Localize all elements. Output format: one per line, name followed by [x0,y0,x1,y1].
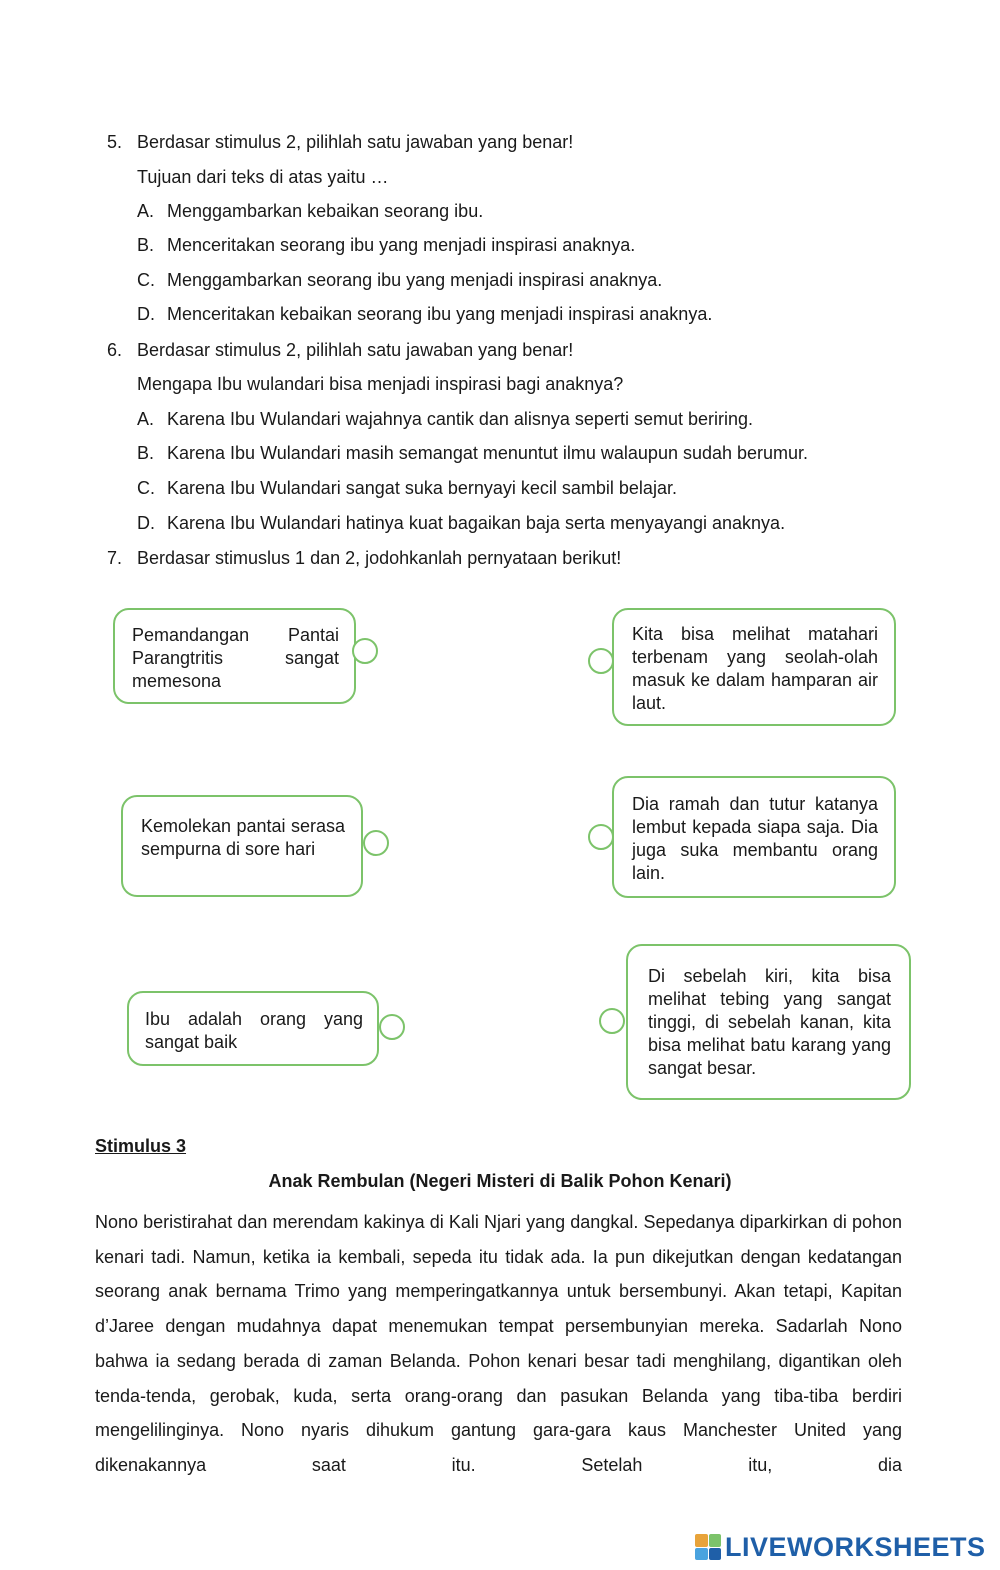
match-right-box-2 [612,776,896,898]
option-letter: C. [137,478,155,498]
option-letter: B. [137,235,155,255]
match-right-text: Kita bisa melihat matahari terbenam yang seolah-olah masuk ke dalam hamparan air laut. [632,624,878,713]
question-instruction: Berdasar stimuslus 1 dan 2, jodohkanlah pernyataan berikut! [137,548,622,568]
option-letter: D. [137,304,155,324]
liveworksheets-logo [695,1531,986,1563]
match-left-box-1 [113,608,356,704]
option-text: Menggambarkan seorang ibu yang menjadi inspirasi anaknya. [167,270,663,290]
option-letter: D. [137,513,155,533]
option-letter: A. [137,201,155,221]
option-letter: B. [137,443,155,463]
match-left-text: Pemandangan Pantai Parangtritis sangat memesona [132,625,339,691]
question-instruction: Berdasar stimulus 2, pilihlah satu jawaban yang benar! [137,340,574,360]
question-number: 7. [107,548,123,568]
match-right-connector-2[interactable] [588,824,614,850]
match-right-text: Di sebelah kiri, kita bisa melihat tebing yang sangat tinggi, di sebelah kanan, kita bisa melihat batu karang yang sangat besar. [648,966,891,1078]
match-left-text: Ibu adalah orang yang sangat baik [145,1009,363,1052]
question-number: 6. [107,340,123,360]
option-text: Menceritakan kebaikan seorang ibu yang menjadi inspirasi anaknya. [167,304,713,324]
match-right-box-3 [626,944,911,1100]
story-paragraph: Nono beristirahat dan merendam kakinya di Kali Njari yang dangkal. Sepedanya diparkirkan di pohon kenari tadi. Namun, ketika ia kembali, sepeda itu tidak ada. Ia pun dikejutkan dengan kedatangan seorang anak bernama Trimo yang memperingatkannya untuk bersembunyi. Akan tetapi, Kapitan d’Jaree dengan mudahnya dapat menemukan tempat persembunyian mereka. Sadarlah Nono bahwa ia sedang berada di zaman Belanda. Pohon kenari besar tadi menghilang, digantikan oleh tenda-tenda, gerobak, kuda, serta orang-orang dan pasukan Belanda yang tiba-tiba berdiri mengelilinginya. Nono nyaris dihukum gantung gara-gara kaus Manchester United yang dikenakannya saat itu. Setelah itu, dia [95,1212,902,1475]
option-text: Menggambarkan kebaikan seorang ibu. [167,201,484,221]
option-text: Karena Ibu Wulandari masih semangat menuntut ilmu walaupun sudah berumur. [167,443,809,463]
story-text [95,1205,902,1483]
option-text: Menceritakan seorang ibu yang menjadi inspirasi anaknya. [167,235,636,255]
option-letter: A. [137,409,155,429]
match-right-box-1 [612,608,896,726]
option-text: Karena Ibu Wulandari sangat suka bernyayi kecil sambil belajar. [167,478,677,498]
option-text: Karena Ibu Wulandari wajahnya cantik dan alisnya seperti semut beriring. [167,409,753,429]
question-instruction: Berdasar stimulus 2, pilihlah satu jawaban yang benar! [137,132,574,152]
stimulus-label: Stimulus 3 [95,1136,187,1156]
question-number: 5. [107,132,123,152]
liveworksheets-logo-icon [695,1534,721,1560]
question-prompt: Tujuan dari teks di atas yaitu … [137,167,389,187]
logo-text: LIVEWORKSHEETS [725,1531,986,1562]
story-title: Anak Rembulan (Negeri Misteri di Balik Pohon Kenari) [268,1171,732,1191]
match-left-connector-2[interactable] [363,830,389,856]
option-letter: C. [137,270,155,290]
match-left-box-2 [121,795,363,897]
match-left-connector-1[interactable] [352,638,378,664]
option-text: Karena Ibu Wulandari hatinya kuat bagaikan baja serta menyayangi anaknya. [167,513,786,533]
match-right-connector-1[interactable] [588,648,614,674]
match-right-connector-3[interactable] [599,1008,625,1034]
match-left-text: Kemolekan pantai serasa sempurna di sore hari [141,816,345,859]
question-prompt: Mengapa Ibu wulandari bisa menjadi inspirasi bagi anaknya? [137,374,624,394]
match-right-text: Dia ramah dan tutur katanya lembut kepada siapa saja. Dia juga suka membantu orang lain. [632,794,878,883]
match-left-connector-3[interactable] [379,1014,405,1040]
match-left-box-3 [127,991,379,1066]
